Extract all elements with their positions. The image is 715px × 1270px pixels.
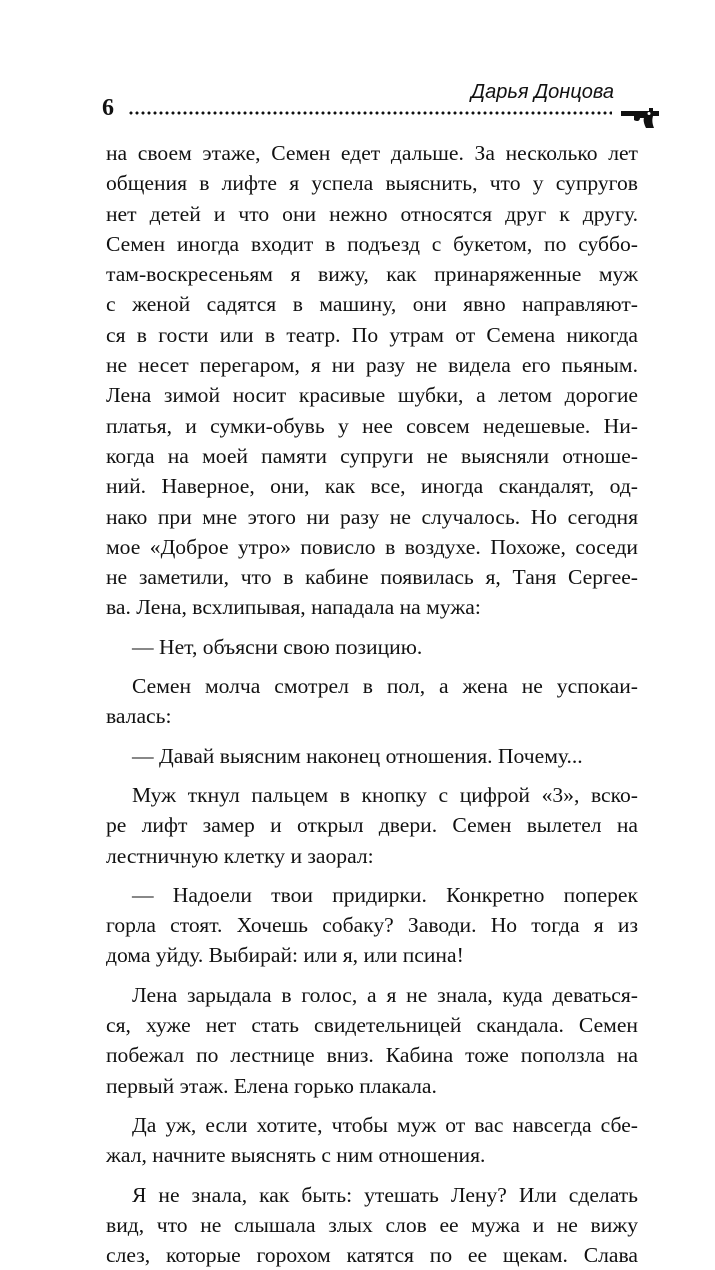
paragraph (106, 671, 638, 732)
text-line: — Надоели твои придирки. Конкретно поперек (106, 880, 638, 910)
text-line: побежал по лестнице вниз. Кабина тоже поползла на (106, 1040, 638, 1070)
text-line: ре лифт замер и открыл двери. Семен вылетел на (106, 810, 638, 840)
running-header (102, 78, 662, 130)
text-line: не несет перегаром, я ни разу не видела его пьяным. (106, 350, 638, 380)
text-line: первый этаж. Елена горько плакала. (106, 1071, 638, 1101)
text-line: нако при мне этого ни разу не случалось. Но сегодня (106, 502, 638, 532)
text-line: нет детей и что они нежно относятся друг к другу. (106, 199, 638, 229)
text-line: — Нет, объясни свою позицию. (106, 632, 638, 662)
text-line: валась: (106, 701, 638, 731)
paragraph (106, 741, 638, 771)
text-line: ся, хуже нет стать свидетельницей скандала. Семен (106, 1010, 638, 1040)
body-text (106, 138, 638, 1270)
paragraph (106, 138, 638, 623)
paragraph (106, 880, 638, 971)
text-line: когда на моей памяти супруги не выясняли отноше- (106, 441, 638, 471)
text-line: Я не знала, как быть: утешать Лену? Или сделать (106, 1180, 638, 1210)
text-line: не заметили, что в кабине появилась я, Таня Сергее- (106, 562, 638, 592)
text-line: там-воскресеньям я вижу, как принаряженные муж (106, 259, 638, 289)
text-line: жал, начните выяснять с ним отношения. (106, 1140, 638, 1170)
text-line: мое «Доброе утро» повисло в воздухе. Похоже, соседи (106, 532, 638, 562)
paragraph (106, 980, 638, 1101)
text-line: Муж ткнул пальцем в кнопку с цифрой «3», вско- (106, 780, 638, 810)
paragraph (106, 780, 638, 871)
text-line: вид, что не слышала злых слов ее мужа и не вижу (106, 1210, 638, 1240)
revolver-icon (619, 102, 663, 130)
text-line: Семен иногда входит в подъезд с букетом, по суббо- (106, 229, 638, 259)
text-line: слез, которые горохом катятся по ее щекам. Слава (106, 1240, 638, 1270)
text-line: платья, и сумки-обувь у нее совсем недешевые. Ни- (106, 411, 638, 441)
text-line: общения в лифте я успела выяснить, что у супругов (106, 168, 638, 198)
paragraph (106, 1110, 638, 1171)
text-line: ся в гости или в театр. По утрам от Семена никогда (106, 320, 638, 350)
text-line: ва. Лена, всхлипывая, нападала на мужа: (106, 592, 638, 622)
text-line: Лена зимой носит красивые шубки, а летом дорогие (106, 380, 638, 410)
paragraph (106, 632, 638, 662)
running-title-author: Дарья Донцова (471, 82, 614, 102)
dotted-leader (128, 111, 612, 115)
text-line: Семен молча смотрел в пол, а жена не успокаи- (106, 671, 638, 701)
text-line: лестничную клетку и заорал: (106, 841, 638, 871)
paragraph (106, 1180, 638, 1270)
text-line: — Давай выясним наконец отношения. Почему... (106, 741, 638, 771)
text-line: на своем этаже, Семен едет дальше. За несколько лет (106, 138, 638, 168)
text-line: Да уж, если хотите, чтобы муж от вас навсегда сбе- (106, 1110, 638, 1140)
text-line: ний. Наверное, они, как все, иногда скандалят, од- (106, 471, 638, 501)
text-line: с женой садятся в машину, они явно направляют- (106, 289, 638, 319)
text-line: горла стоят. Хочешь собаку? Заводи. Но тогда я из (106, 910, 638, 940)
page-number: 6 (102, 96, 114, 120)
text-line: Лена зарыдала в голос, а я не знала, куда деваться- (106, 980, 638, 1010)
text-line: дома уйду. Выбирай: или я, или псина! (106, 940, 638, 970)
